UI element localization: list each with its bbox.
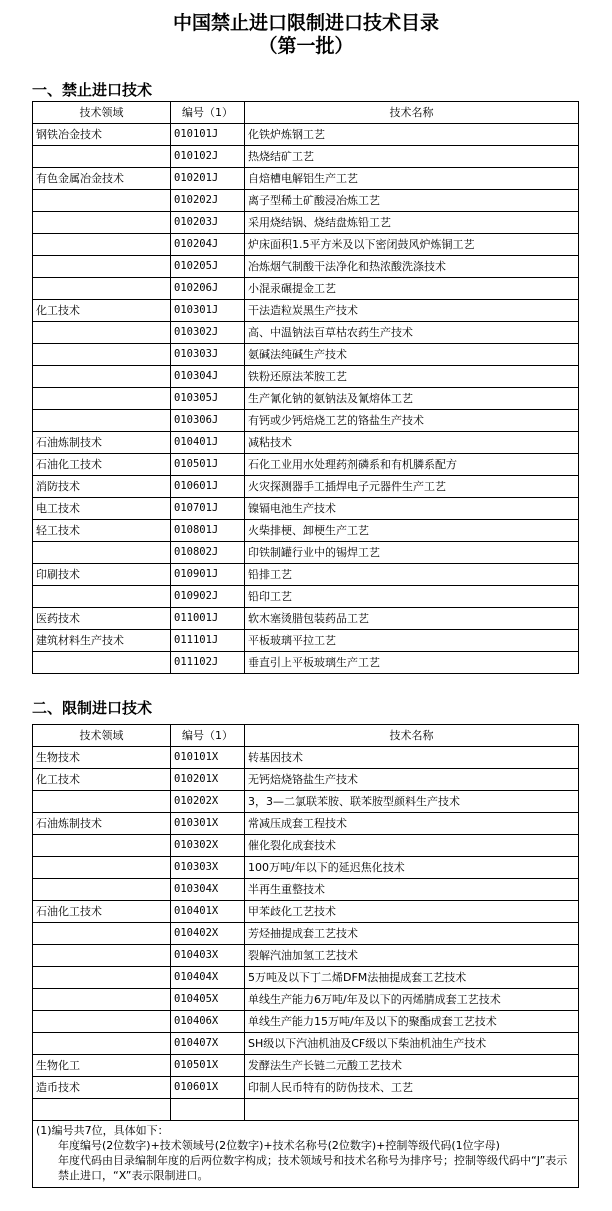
- cell-field: 印刷技术: [33, 564, 171, 586]
- table-row: [33, 747, 579, 769]
- cell-code: 010202J: [171, 190, 245, 212]
- cell-field: [33, 586, 171, 608]
- table-row: [33, 300, 579, 322]
- cell-field: [33, 967, 171, 989]
- table-row: [33, 256, 579, 278]
- cell-field: 石油化工技术: [33, 901, 171, 923]
- cell-field: [33, 945, 171, 967]
- cell-field: [33, 278, 171, 300]
- cell-field: [33, 322, 171, 344]
- column-header-code: 编号（1）: [171, 725, 245, 747]
- table-row: [33, 234, 579, 256]
- cell-name: 石化工业用水处理药剂磷系和有机膦系配方: [245, 454, 579, 476]
- table-row: [33, 813, 579, 835]
- cell-name: [245, 1099, 579, 1121]
- cell-code: 010102J: [171, 146, 245, 168]
- cell-field: 化工技术: [33, 300, 171, 322]
- table-row: [33, 652, 579, 674]
- table-row: [33, 769, 579, 791]
- cell-name: 高、中温钠法百草枯农药生产技术: [245, 322, 579, 344]
- cell-name: 炉床面积1.5平方米及以下密闭鼓风炉炼铜工艺: [245, 234, 579, 256]
- cell-field: 电工技术: [33, 498, 171, 520]
- cell-name: 催化裂化成套技术: [245, 835, 579, 857]
- table-row: [33, 630, 579, 652]
- cell-code: 010201J: [171, 168, 245, 190]
- cell-name: 离子型稀土矿酸浸冶炼工艺: [245, 190, 579, 212]
- cell-name: 软木塞烫腊包装药品工艺: [245, 608, 579, 630]
- cell-name: 有钙或少钙焙烧工艺的铬盐生产技术: [245, 410, 579, 432]
- cell-name: 单线生产能力15万吨/年及以下的聚酯成套工艺技术: [245, 1011, 579, 1033]
- cell-field: [33, 366, 171, 388]
- table-row: [33, 498, 579, 520]
- cell-code: 010201X: [171, 769, 245, 791]
- cell-code: 010304J: [171, 366, 245, 388]
- cell-name: 甲苯歧化工艺技术: [245, 901, 579, 923]
- cell-name: 平板玻璃平拉工艺: [245, 630, 579, 652]
- cell-field: 生物技术: [33, 747, 171, 769]
- table-row: [33, 1033, 579, 1055]
- table-row: [33, 520, 579, 542]
- cell-name: 铁粉还原法苯胺工艺: [245, 366, 579, 388]
- table-row: [33, 476, 579, 498]
- cell-field: 建筑材料生产技术: [33, 630, 171, 652]
- cell-field: [33, 791, 171, 813]
- cell-code: [171, 1099, 245, 1121]
- cell-code: 010305J: [171, 388, 245, 410]
- footnote-line: 年度编号(2位数字)+技术领域号(2位数字)+技术名称号(2位数字)+控制等级代码(1位字母): [58, 1139, 500, 1152]
- cell-code: 010203J: [171, 212, 245, 234]
- cell-name: 采用烧结锅、烧结盘炼铅工艺: [245, 212, 579, 234]
- cell-field: [33, 190, 171, 212]
- table-row: [33, 366, 579, 388]
- table-row: [33, 542, 579, 564]
- cell-field: [33, 146, 171, 168]
- cell-name: 发酵法生产长链二元酸工艺技术: [245, 1055, 579, 1077]
- section-heading-prohibited: 一、禁止进口技术: [32, 81, 153, 99]
- cell-code: 010204J: [171, 234, 245, 256]
- column-header-code: 编号（1）: [171, 102, 245, 124]
- table-row: [33, 454, 579, 476]
- cell-field: 钢铁冶金技术: [33, 124, 171, 146]
- cell-field: [33, 989, 171, 1011]
- cell-name: 干法造粒炭黑生产技术: [245, 300, 579, 322]
- cell-code: 010405X: [171, 989, 245, 1011]
- cell-field: [33, 1033, 171, 1055]
- cell-field: [33, 1011, 171, 1033]
- cell-code: 010701J: [171, 498, 245, 520]
- cell-code: 010402X: [171, 923, 245, 945]
- cell-code: 010302J: [171, 322, 245, 344]
- cell-name: 转基因技术: [245, 747, 579, 769]
- cell-code: 010407X: [171, 1033, 245, 1055]
- cell-name: 自焙槽电解铝生产工艺: [245, 168, 579, 190]
- table-row: [33, 901, 579, 923]
- cell-code: 010206J: [171, 278, 245, 300]
- cell-field: 石油炼制技术: [33, 813, 171, 835]
- footnote-cell: [33, 1121, 579, 1188]
- cell-field: [33, 857, 171, 879]
- table-row: [33, 857, 579, 879]
- cell-name: 芳烃抽提成套工艺技术: [245, 923, 579, 945]
- cell-code: 011102J: [171, 652, 245, 674]
- prohibited-technology-table: [32, 101, 579, 674]
- cell-code: 010601J: [171, 476, 245, 498]
- cell-code: 010403X: [171, 945, 245, 967]
- table-row: [33, 212, 579, 234]
- cell-field: [33, 344, 171, 366]
- cell-field: [33, 388, 171, 410]
- cell-name: 印制人民币特有的防伪技术、工艺: [245, 1077, 579, 1099]
- cell-field: [33, 542, 171, 564]
- cell-field: [33, 256, 171, 278]
- section-heading-restricted: 二、限制进口技术: [32, 699, 153, 717]
- table-row: [33, 835, 579, 857]
- table-row: [33, 879, 579, 901]
- cell-name: SH级以下汽油机油及CF级以下柴油机油生产技术: [245, 1033, 579, 1055]
- table-row: [33, 322, 579, 344]
- cell-code: 010406X: [171, 1011, 245, 1033]
- cell-code: 010101J: [171, 124, 245, 146]
- cell-field: [33, 835, 171, 857]
- table-row: [33, 278, 579, 300]
- cell-code: 010304X: [171, 879, 245, 901]
- cell-code: 010303J: [171, 344, 245, 366]
- cell-field: [33, 652, 171, 674]
- cell-code: 010902J: [171, 586, 245, 608]
- table-header-row: [33, 102, 579, 124]
- table-row: [33, 1055, 579, 1077]
- cell-field: [33, 923, 171, 945]
- table-row: [33, 608, 579, 630]
- footnote-line: (1)编号共7位，具体如下：: [36, 1124, 169, 1137]
- table-row: [33, 190, 579, 212]
- cell-name: 垂直引上平板玻璃生产工艺: [245, 652, 579, 674]
- restricted-technology-table: [32, 724, 579, 1188]
- table-header-row: [33, 725, 579, 747]
- cell-name: 常减压成套工程技术: [245, 813, 579, 835]
- table-row: [33, 388, 579, 410]
- cell-name: 火柴排梗、卸梗生产工艺: [245, 520, 579, 542]
- cell-field: 医药技术: [33, 608, 171, 630]
- cell-code: 010401X: [171, 901, 245, 923]
- cell-code: 010306J: [171, 410, 245, 432]
- table-row: [33, 1077, 579, 1099]
- footnote-row: [33, 1121, 579, 1188]
- cell-name: 氨碱法纯碱生产技术: [245, 344, 579, 366]
- cell-field: [33, 234, 171, 256]
- cell-name: 单线生产能力6万吨/年及以下的丙烯腈成套工艺技术: [245, 989, 579, 1011]
- cell-name: 火灾探测器手工插焊电子元器件生产工艺: [245, 476, 579, 498]
- cell-field: [33, 879, 171, 901]
- cell-code: 010601X: [171, 1077, 245, 1099]
- cell-code: 010205J: [171, 256, 245, 278]
- cell-code: 010101X: [171, 747, 245, 769]
- cell-field: 消防技术: [33, 476, 171, 498]
- cell-field: [33, 410, 171, 432]
- cell-name: 裂解汽油加氢工艺技术: [245, 945, 579, 967]
- cell-code: 010301J: [171, 300, 245, 322]
- table-row: [33, 432, 579, 454]
- cell-name: 小混汞碾提金工艺: [245, 278, 579, 300]
- cell-code: 010303X: [171, 857, 245, 879]
- cell-field: [33, 212, 171, 234]
- cell-code: 011101J: [171, 630, 245, 652]
- cell-field: 有色金属冶金技术: [33, 168, 171, 190]
- table-row: [33, 168, 579, 190]
- table-row: [33, 146, 579, 168]
- cell-code: 010801J: [171, 520, 245, 542]
- cell-code: 010802J: [171, 542, 245, 564]
- cell-name: 化铁炉炼钢工艺: [245, 124, 579, 146]
- cell-field: [33, 1099, 171, 1121]
- table-row: [33, 586, 579, 608]
- table-row: [33, 945, 579, 967]
- cell-field: 石油化工技术: [33, 454, 171, 476]
- column-header-name: 技术名称: [245, 102, 579, 124]
- cell-code: 010901J: [171, 564, 245, 586]
- cell-code: 010501J: [171, 454, 245, 476]
- table-row: [33, 1099, 579, 1121]
- table-row: [33, 791, 579, 813]
- cell-field: 石油炼制技术: [33, 432, 171, 454]
- cell-name: 热烧结矿工艺: [245, 146, 579, 168]
- footnote-line: 年度代码由目录编制年度的后两位数字构成；技术领域号和技术名称号为排序号；控制等级代码中“J”表示禁止进口，“X”表示限制进口。: [58, 1154, 568, 1182]
- cell-field: 造币技术: [33, 1077, 171, 1099]
- cell-name: 铅排工艺: [245, 564, 579, 586]
- column-header-field: 技术领域: [33, 725, 171, 747]
- table-row: [33, 124, 579, 146]
- cell-code: 010302X: [171, 835, 245, 857]
- cell-name: 5万吨及以下丁二烯DFM法抽提成套工艺技术: [245, 967, 579, 989]
- cell-field: 化工技术: [33, 769, 171, 791]
- cell-name: 100万吨/年以下的延迟焦化技术: [245, 857, 579, 879]
- cell-name: 镍镉电池生产技术: [245, 498, 579, 520]
- cell-name: 3，3—二氯联苯胺、联苯胺型颜料生产技术: [245, 791, 579, 813]
- cell-name: 印铁制罐行业中的锡焊工艺: [245, 542, 579, 564]
- table-row: [33, 410, 579, 432]
- cell-name: 无钙焙烧铬盐生产技术: [245, 769, 579, 791]
- cell-code: 010401J: [171, 432, 245, 454]
- cell-code: 010202X: [171, 791, 245, 813]
- cell-code: 010404X: [171, 967, 245, 989]
- table-row: [33, 923, 579, 945]
- table-row: [33, 989, 579, 1011]
- cell-name: 铅印工艺: [245, 586, 579, 608]
- cell-name: 减粘技术: [245, 432, 579, 454]
- cell-field: 生物化工: [33, 1055, 171, 1077]
- column-header-name: 技术名称: [245, 725, 579, 747]
- cell-code: 010301X: [171, 813, 245, 835]
- document-title: 中国禁止进口限制进口技术目录: [172, 12, 439, 34]
- cell-code: 011001J: [171, 608, 245, 630]
- cell-name: 冶炼烟气制酸干法净化和热浓酸洗涤技术: [245, 256, 579, 278]
- table-row: [33, 967, 579, 989]
- table-row: [33, 564, 579, 586]
- cell-field: 轻工技术: [33, 520, 171, 542]
- cell-name: 半再生重整技术: [245, 879, 579, 901]
- cell-code: 010501X: [171, 1055, 245, 1077]
- table-row: [33, 1011, 579, 1033]
- table-row: [33, 344, 579, 366]
- document-subtitle: （第一批）: [258, 35, 354, 57]
- cell-name: 生产氰化钠的氨钠法及氰熔体工艺: [245, 388, 579, 410]
- column-header-field: 技术领域: [33, 102, 171, 124]
